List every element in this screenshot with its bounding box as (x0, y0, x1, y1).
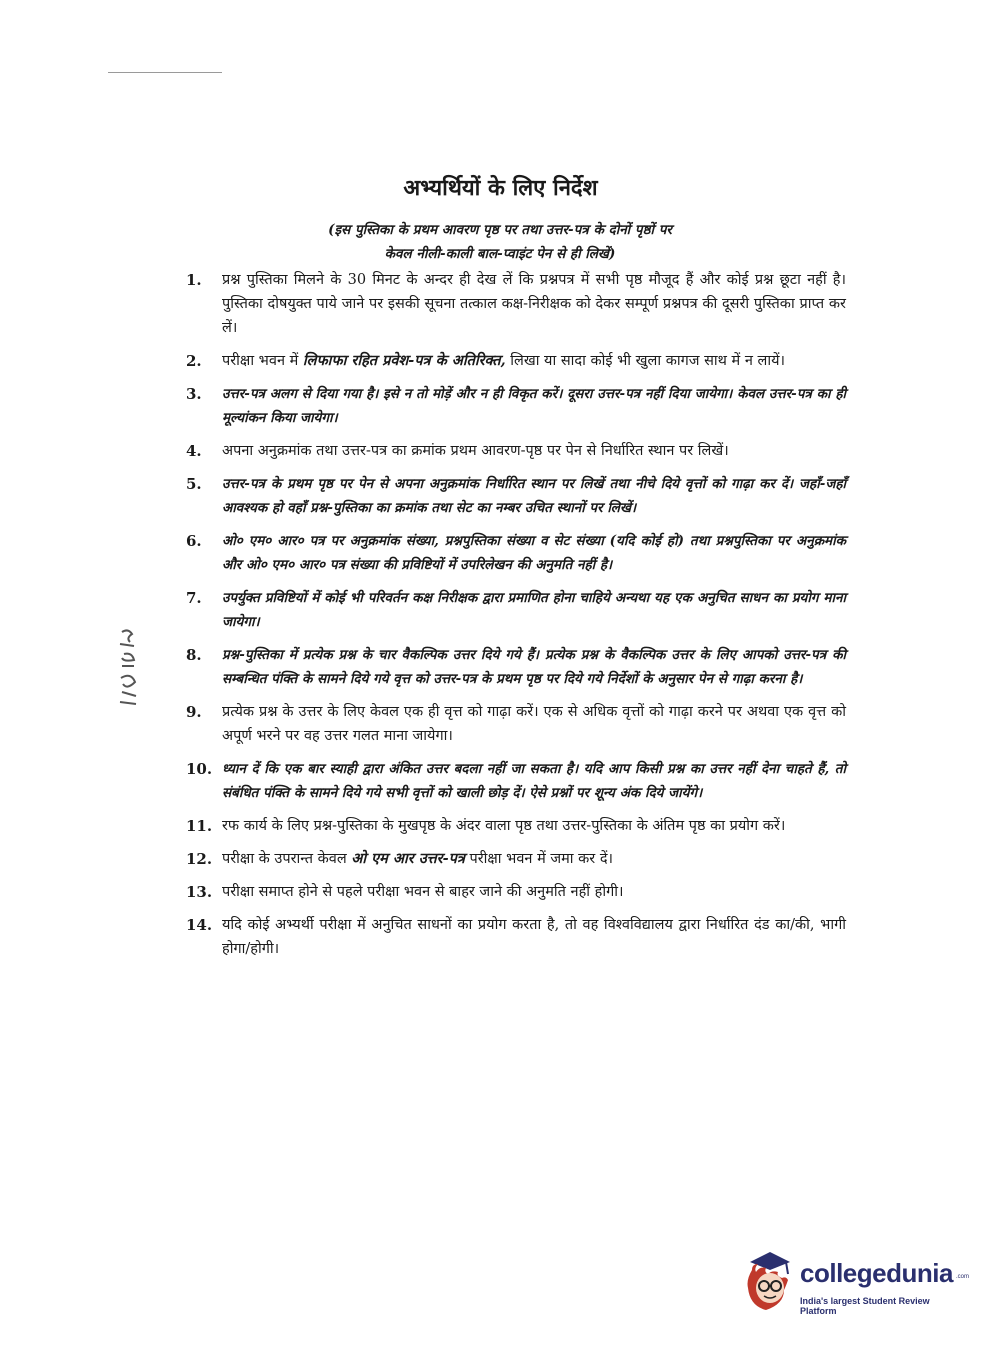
item-number: 8. (186, 646, 202, 664)
item-text: उपर्युक्त प्रविष्टियों में कोई भी परिवर्तन कक्ष निरीक्षक द्वारा प्रमाणित होना चाहिये अन्यथा यह एक अनुचित साधन का प्रयोग माना जायेगा। (222, 590, 846, 630)
instruction-item (186, 913, 846, 961)
item-text: प्रश्न पुस्तिका मिलने के 30 मिनट के अन्दर ही देख लें कि प्रश्नपत्र में सभी पृष्ठ मौजूद हैं और कोई प्रश्न छूटा नहीं है। पुस्तिका दोषयुक्त पाये जाने पर इसकी सूचना तत्काल कक्ष-निरीक्षक को देकर सम्पूर्ण प्रश्नपत्र की दूसरी पुस्तिका प्राप्त कर लें। (222, 272, 846, 336)
item-text-emphasis: ओ एम आर उत्तर-पत्र (351, 850, 465, 867)
item-text: अपना अनुक्रमांक तथा उत्तर-पत्र का क्रमांक प्रथम आवरण-पृष्ठ पर पेन से निर्धारित स्थान पर लिखें। (222, 443, 729, 459)
item-text-part: परीक्षा भवन में (222, 353, 299, 369)
item-text: परीक्षा समाप्त होने से पहले परीक्षा भवन से बाहर जाने की अनुमति नहीं होगी। (222, 884, 624, 900)
subtitle-line-1: (इस पुस्तिका के प्रथम आवरण पृष्ठ पर तथा उत्तर-पत्र के दोनों पृष्ठों पर (328, 222, 672, 238)
item-number: 7. (186, 589, 202, 607)
item-number: 12. (186, 850, 213, 868)
item-text (222, 349, 846, 373)
subtitle-line-2: केवल नीली-काली बाल-प्वाइंट पेन से ही लिखें) (384, 246, 616, 262)
mascot-icon (742, 1248, 798, 1312)
instruction-item (186, 268, 846, 340)
item-number: 5. (186, 475, 202, 493)
item-number: 9. (186, 703, 202, 721)
item-text: रफ कार्य के लिए प्रश्न-पुस्तिका के मुखपृष्ठ के अंदर वाला पृष्ठ तथा उत्तर-पुस्तिका के अंतिम पृष्ठ का प्रयोग करें। (222, 818, 786, 834)
instruction-item (186, 814, 846, 838)
instruction-item (186, 439, 846, 463)
item-text: उत्तर-पत्र के प्रथम पृष्ठ पर पेन से अपना अनुक्रमांक निर्धारित स्थान पर लिखें तथा नीचे दिये वृत्तों को गाढ़ा कर दें। जहाँ-जहाँ आवश्यक हो वहाँ प्रश्न-पुस्तिका का क्रमांक तथा सेट का नम्बर उचित स्थानों पर लिखें। (222, 476, 846, 516)
item-text: प्रश्न-पुस्तिका में प्रत्येक प्रश्न के चार वैकल्पिक उत्तर दिये गये हैं। प्रत्येक प्रश्न के वैकल्पिक उत्तर के लिए आपको उत्तर-पत्र की सम्बन्धित पंक्ति के सामने दिये गये वृत्त को उत्तर-पत्र के प्रथम पृष्ठ पर दिये गये निर्देशों के अनुसार पेन से गाढ़ा करना है। (222, 647, 846, 687)
item-text-part: लिखा या सादा कोई भी खुला कागज साथ में न लायें। (510, 353, 785, 369)
instruction-item (186, 643, 846, 691)
item-text: ओ० एम० आर० पत्र पर अनुक्रमांक संख्या, प्रश्नपुस्तिका संख्या व सेट संख्या (यदि कोई हो) तथा प्रश्नपुस्तिका पर अनुक्रमांक और ओ० एम० आर० पत्र संख्या की प्रविष्टियों में उपरिलेखन की अनुमति नहीं है। (222, 533, 846, 573)
item-number: 2. (186, 352, 202, 370)
page-title: अभ्यर्थियों के लिए निर्देश (403, 175, 598, 201)
item-text-emphasis: लिफाफा रहित प्रवेश-पत्र के अतिरिक्त, (302, 352, 506, 369)
instruction-item (186, 586, 846, 634)
instruction-item (186, 700, 846, 748)
instruction-item (186, 847, 846, 871)
item-number: 1. (186, 271, 202, 289)
item-number: 13. (186, 883, 213, 901)
instruction-item (186, 757, 846, 805)
page-subtitle (200, 218, 800, 266)
instruction-item (186, 529, 846, 577)
logo-brand-text: collegedunia (800, 1258, 953, 1288)
top-rule (108, 72, 222, 73)
item-text: प्रत्येक प्रश्न के उत्तर के लिए केवल एक ही वृत्त को गाढ़ा करें। एक से अधिक वृत्तों को गाढ़ा करने पर अथवा एक वृत्त को अपूर्ण भरने पर वह उत्तर गलत माना जायेगा। (222, 704, 846, 744)
margin-scribble (116, 626, 142, 710)
item-number: 4. (186, 442, 202, 460)
collegedunia-logo (742, 1248, 968, 1318)
item-text: ध्यान दें कि एक बार स्याही द्वारा अंकित उत्तर बदला नहीं जा सकता है। यदि आप किसी प्रश्न का उत्तर नहीं देना चाहते हैं, तो संबंधित पंक्ति के सामने दिये गये सभी वृत्तों को खाली छोड़ दें। ऐसे प्रश्नों पर शून्य अंक दिये जायेंगे। (222, 761, 846, 801)
item-number: 6. (186, 532, 202, 550)
item-text: उत्तर-पत्र अलग से दिया गया है। इसे न तो मोड़ें और न ही विकृत करें। दूसरा उत्तर-पत्र नहीं दिया जायेगा। केवल उत्तर-पत्र का ही मूल्यांकन किया जायेगा। (222, 386, 846, 426)
instruction-list (186, 268, 846, 970)
item-text: यदि कोई अभ्यर्थी परीक्षा में अनुचित साधनों का प्रयोग करता है, तो वह विश्वविद्यालय द्वारा निर्धारित दंड का/की, भागी होगा/होगी। (222, 917, 846, 957)
item-text-part: परीक्षा भवन में जमा कर दें। (469, 851, 614, 867)
item-number: 10. (186, 760, 213, 778)
item-text (222, 847, 846, 871)
instruction-item (186, 880, 846, 904)
item-number: 11. (186, 817, 213, 835)
item-number: 14. (186, 916, 213, 934)
item-text-part: परीक्षा के उपरान्त केवल (222, 851, 347, 867)
instruction-item (186, 472, 846, 520)
instruction-item (186, 382, 846, 430)
logo-tagline: India's largest Student Review Platform (800, 1296, 930, 1316)
instruction-item (186, 349, 846, 373)
item-number: 3. (186, 385, 202, 403)
logo-suffix: .com (956, 1274, 970, 1280)
